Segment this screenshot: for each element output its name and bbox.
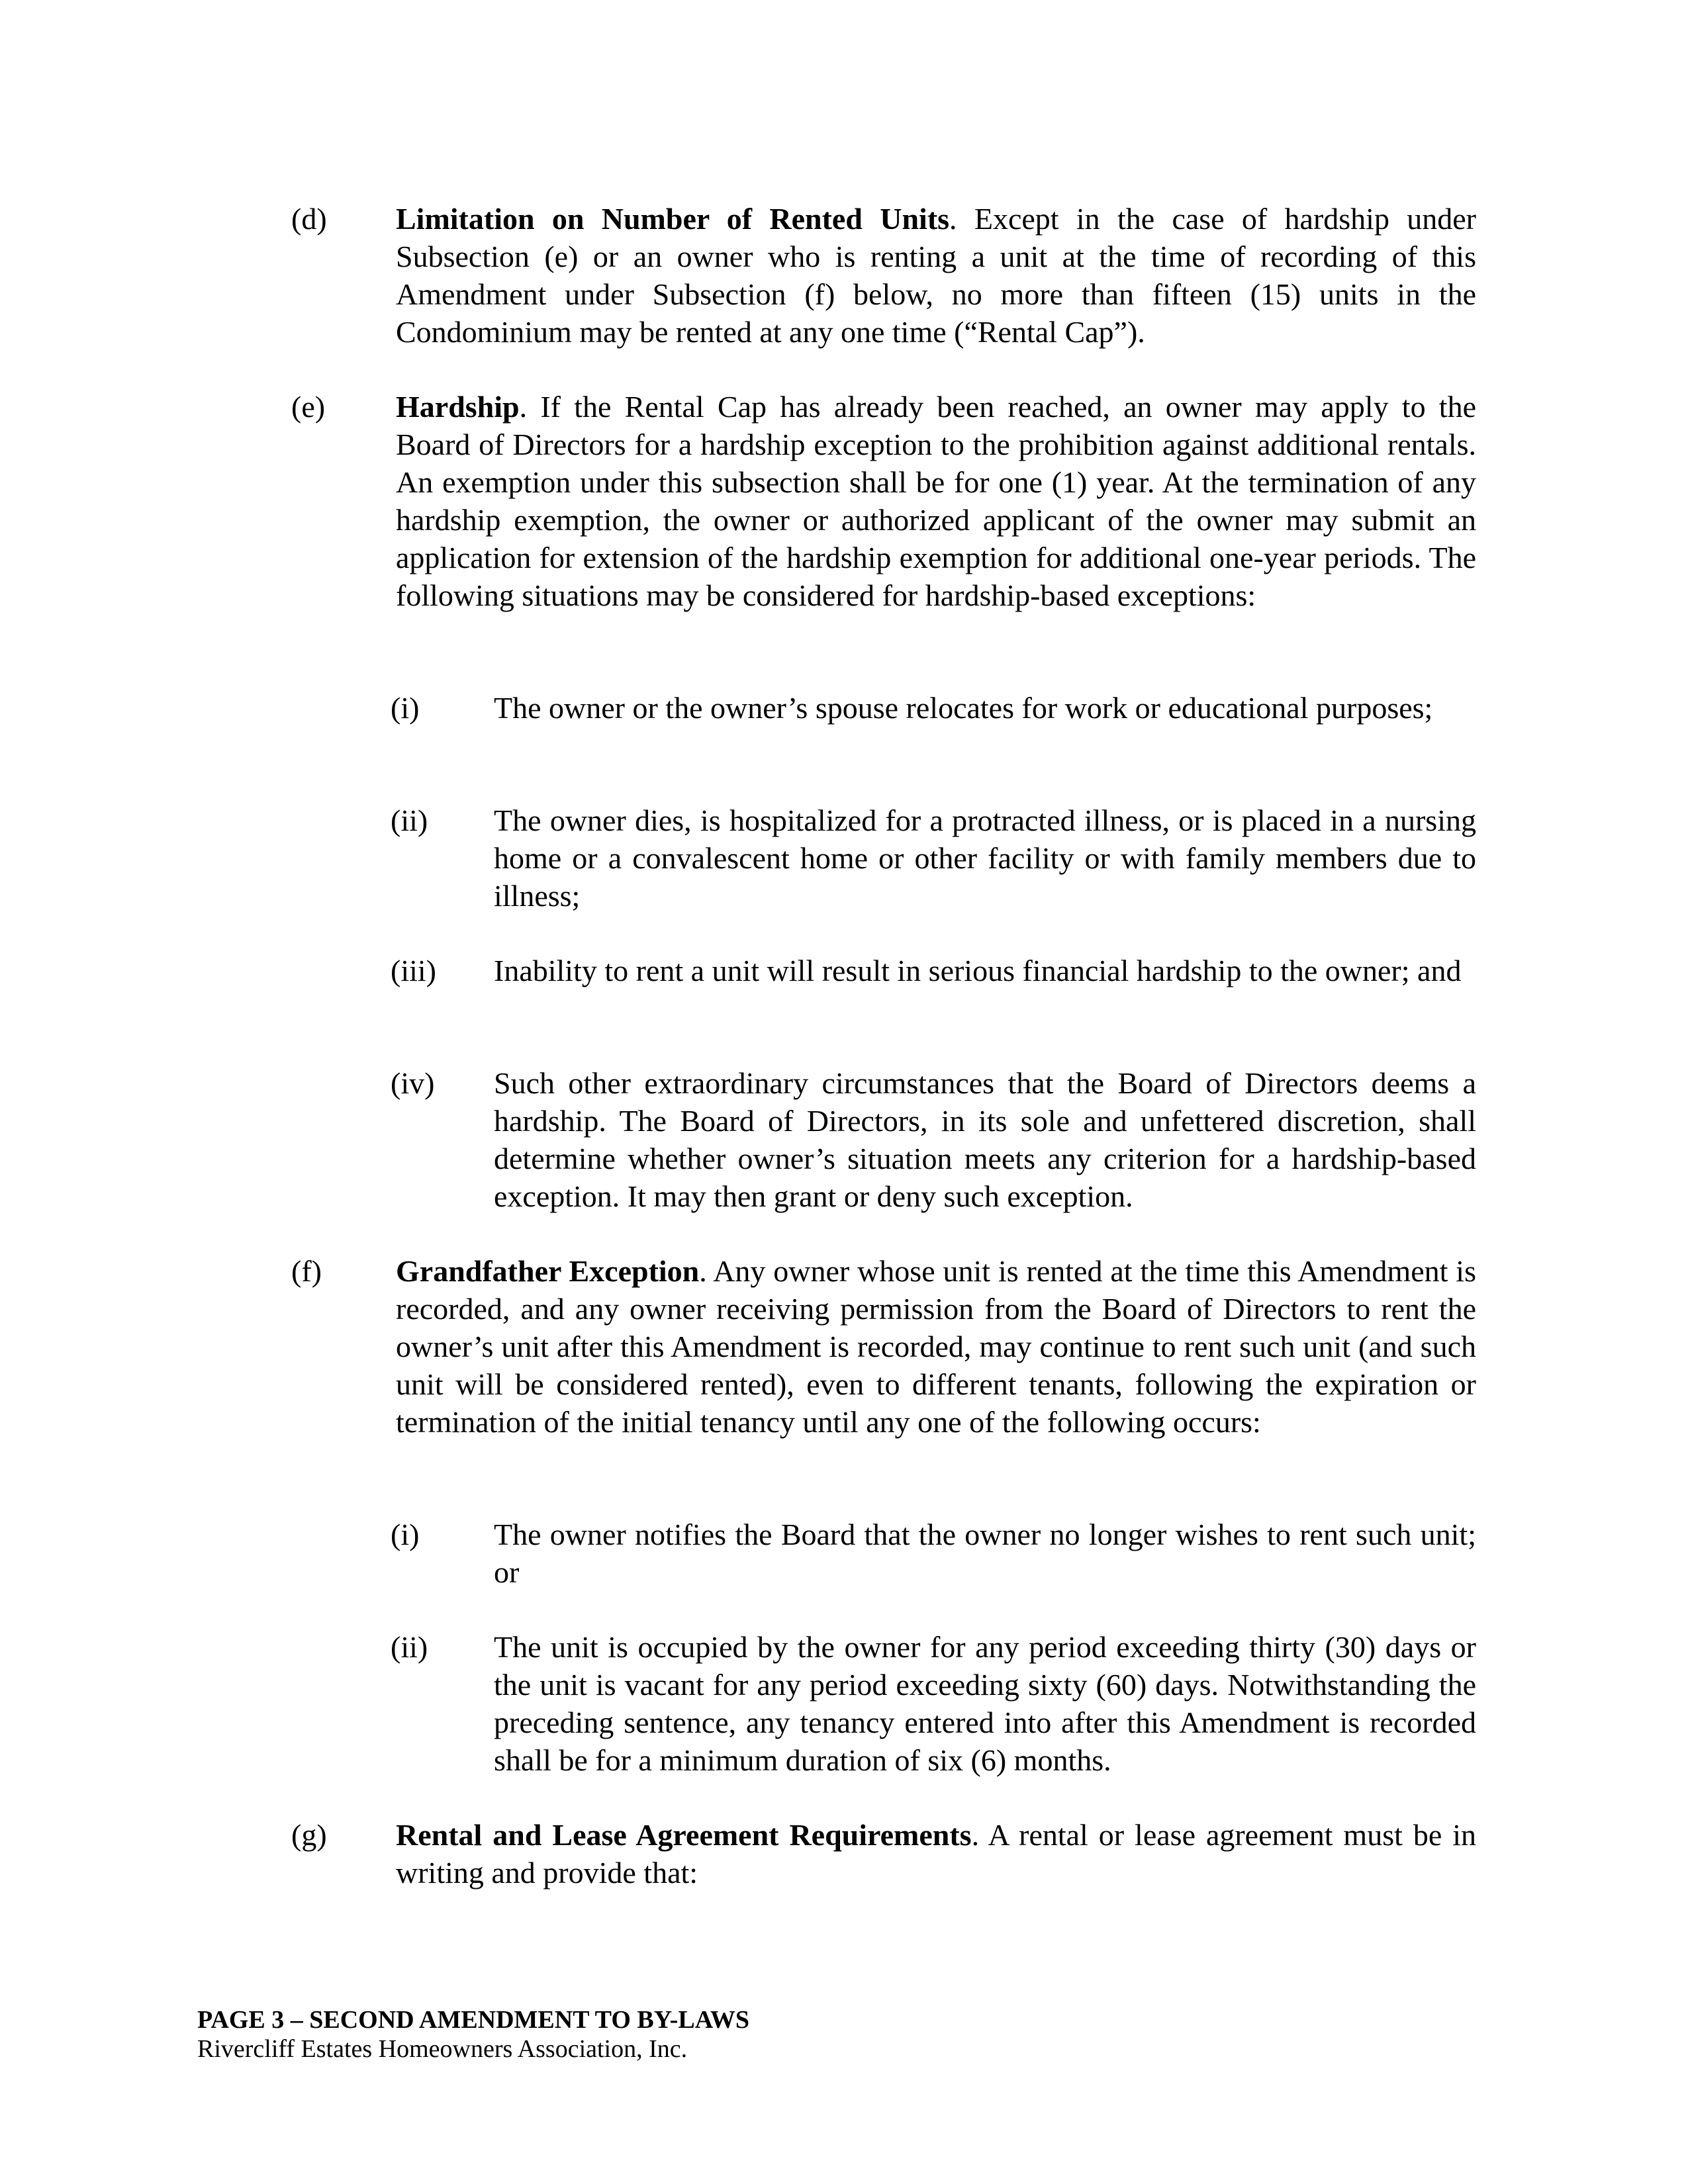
item-text: The owner dies, is hospitalized for a protracted illness, or is placed in a nursing home or a convalescent home or other facility or with family members due to illness;: [494, 803, 1476, 913]
section-heading: Grandfather Exception: [396, 1254, 700, 1288]
item-text: The unit is occupied by the owner for any period exceeding thirty (30) days or the unit is vacant for any period exceeding sixty (60) days. Notwithstanding the preceding sentence, any tenancy entered into after this Amendment is recorded shall be for a minimum duration of six (6) months.: [494, 1630, 1476, 1777]
section-text: . Except in the case of hardship under Subsection (e) or an owner who is renting a unit at the time of recording of this Amendment under Subsection (f) below, no more than fifteen (15) units in the Condominium may be rented at any one time (“Rental Cap”).: [396, 202, 1476, 349]
section-f: [291, 1252, 1476, 1441]
item-label: (iii): [391, 954, 436, 987]
list-item: [391, 1064, 1476, 1215]
item-label: (i): [391, 691, 420, 725]
list-item: [391, 689, 1476, 727]
section-heading: Rental and Lease Agreement Requirements: [396, 1818, 972, 1852]
section-text: . A rental or lease agreement must be in writing and provide that:: [396, 1818, 1476, 1889]
list-item: [391, 1516, 1476, 1591]
section-e: [291, 388, 1476, 614]
item-text: The owner notifies the Board that the owner no longer wishes to rent such unit; or: [494, 1518, 1476, 1589]
section-text: . Any owner whose unit is rented at the time this Amendment is recorded, and any owner receiving permission from the Board of Directors to rent the owner’s unit after this Amendment is recorded, may continue to rent such unit (and such unit will be considered rented), even to different tenants, following the expiration or termination of the initial tenancy until any one of the following occurs:: [396, 1254, 1476, 1439]
section-label: (d): [291, 202, 327, 236]
item-text: Inability to rent a unit will result in serious financial hardship to the owner; and: [494, 954, 1462, 987]
item-label: (iv): [391, 1066, 435, 1100]
item-text: The owner or the owner’s spouse relocates for work or educational purposes;: [494, 691, 1433, 725]
item-label: (ii): [391, 803, 428, 837]
list-item: [391, 1628, 1476, 1779]
item-text: Such other extraordinary circumstances that the Board of Directors deems a hardship. The Board of Directors, in its sole and unfettered discretion, shall determine whether owner’s situation meets any criterion for a hardship-based exception. It may then grant or deny such exception.: [494, 1066, 1476, 1213]
section-heading: Hardship: [396, 390, 520, 424]
section-heading: Limitation on Number of Rented Units: [396, 202, 950, 236]
section-g: [291, 1816, 1476, 1891]
section-label: (f): [291, 1254, 322, 1288]
section-text: . If the Rental Cap has already been reached, an owner may apply to the Board of Directors for a hardship exception to the prohibition against additional rentals. An exemption under this subsection shall be for one (1) year. At the termination of any hardship exemption, the owner or authorized applicant of the owner may submit an application for extension of the hardship exemption for additional one-year periods. The following situations may be considered for hardship-based exceptions:: [396, 390, 1476, 612]
section-label: (e): [291, 390, 326, 424]
page-footer: [197, 2005, 749, 2064]
list-item: [391, 801, 1476, 915]
item-label: (i): [391, 1518, 420, 1551]
list-item: [391, 952, 1476, 989]
section-d: [291, 200, 1476, 351]
footer-association: Rivercliff Estates Homeowners Association, Inc.: [197, 2035, 688, 2063]
section-label: (g): [291, 1818, 327, 1852]
item-label: (ii): [391, 1630, 428, 1664]
footer-title: PAGE 3 – SECOND AMENDMENT TO BY-LAWS: [197, 2006, 750, 2034]
